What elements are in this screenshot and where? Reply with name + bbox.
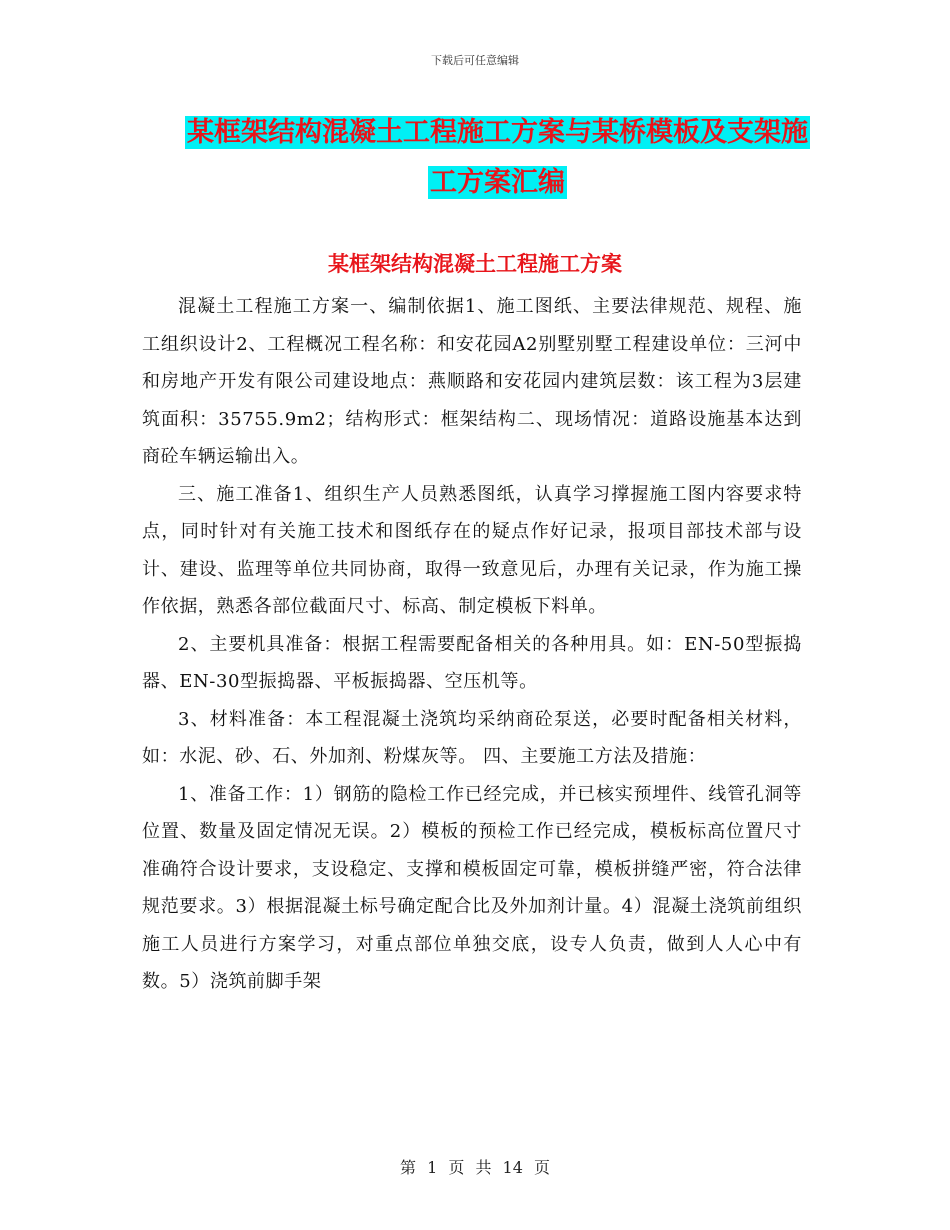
paragraph: 混凝土工程施工方案一、编制依据1、施工图纸、主要法律规范、规程、施工组织设计2、工程概况工程名称：和安花园A2别墅别墅工程建设单位：三河中和房地产开发有限公司建设地点：燕顺路和安花园内建筑层数：该工程为3层建筑面积：35755.9m2；结构形式：框架结构二、现场情况：道路设施基本达到商砼车辆运输出入。 [142,296,802,467]
paragraph: 1、准备工作：1）钢筋的隐检工作已经完成，并已核实预埋件、线管孔洞等位置、数量及固定情况无误。2）模板的预检工作已经完成，模板标高位置尺寸准确符合设计要求，支设稳定、支撑和模板固定可靠，模板拼缝严密，符合法律规范要求。3）根据混凝土标号确定配合比及外加剂计量。4）混凝土浇筑前组织施工人员进行方案学习，对重点部位单独交底，设专人负责，做到人人心中有数。5）浇筑前脚手架 [142,783,802,992]
header-note: 下载后可任意编辑 [431,54,519,67]
page-footer: 第 1 页 共 14 页 [400,1158,550,1177]
section-title: 某框架结构混凝土工程施工方案 [328,251,622,276]
paragraph: 三、施工准备1、组织生产人员熟悉图纸，认真学习撑握施工图内容要求特点，同时针对有关施工技术和图纸存在的疑点作好记录，报项目部技术部与设计、建设、监理等单位共同协商，取得一致意见后，办理有关记录，作为施工操作依据，熟悉各部位截面尺寸、标高、制定模板下料单。 [142,483,802,617]
document-title-line2: 工方案汇编 [430,167,565,198]
document-title-line1: 某框架结构混凝土工程施工方案与某桥模板及支架施 [187,117,808,148]
paragraph: 3、材料准备：本工程混凝土浇筑均采纳商砼泵送，必要时配备相关材料，如：水泥、砂、石、外加剂、粉煤灰等。 四、主要施工方法及措施： [142,708,802,767]
document-title [140,108,855,208]
paragraph: 2、主要机具准备：根据工程需要配备相关的各种用具。如：EN-50型振捣器、EN-30型振捣器、平板振捣器、空压机等。 [142,633,802,692]
body-text [142,288,802,1001]
